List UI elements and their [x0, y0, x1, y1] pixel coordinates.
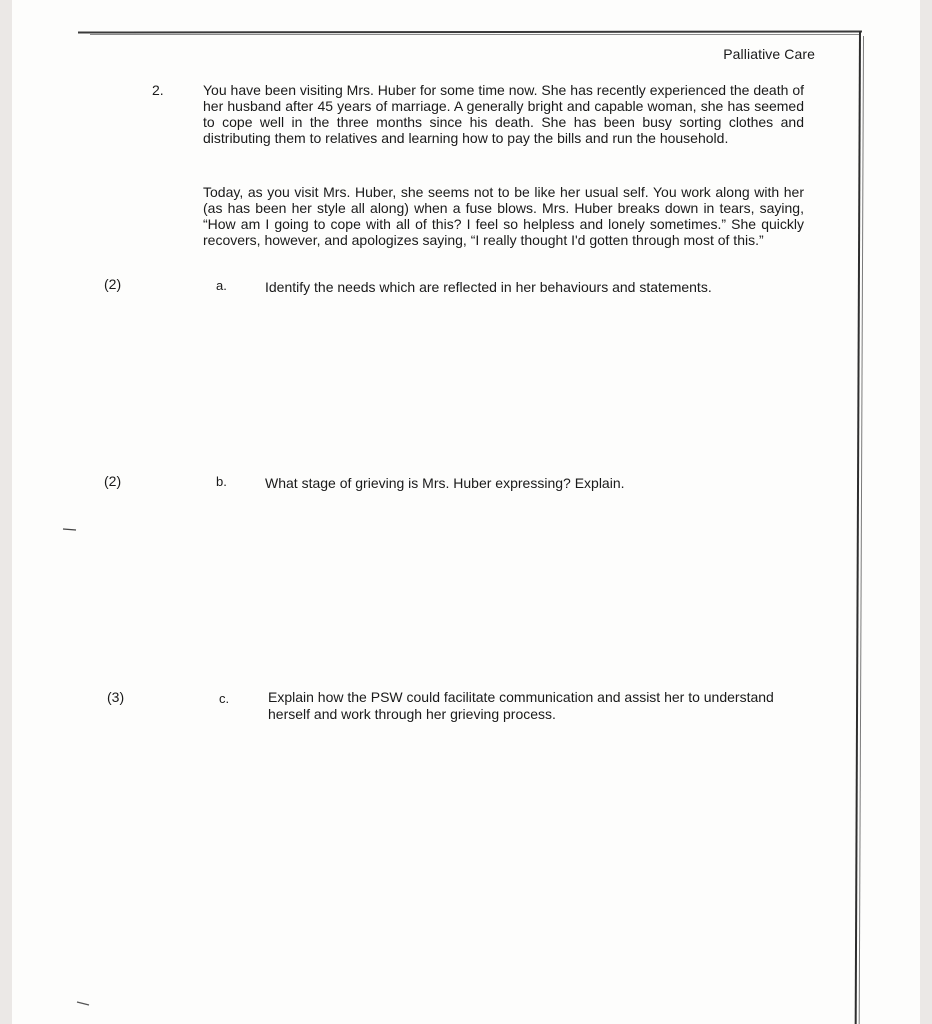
scan-mark: [76, 1000, 92, 1006]
part-c-question: Explain how the PSW could facilitate communication and assist her to understand herself and work through her grieving process.: [268, 689, 774, 722]
part-a-question: Identify the needs which are reflected in her behaviours and statements.: [265, 279, 712, 295]
scan-mark: [62, 526, 78, 532]
part-b-question: What stage of grieving is Mrs. Huber expressing? Explain.: [265, 475, 625, 491]
part-c-marks: (3): [107, 689, 125, 705]
scenario-paragraph-1: You have been visiting Mrs. Huber for some time now. She has recently experienced the death of her husband after 45 years of marriage. A generally bright and capable woman, she has seemed to cope well in the three months since his death. She has been busy sorting clothes and distributing them to relatives and learning how to pay the bills and run the household.: [203, 82, 804, 146]
document-page: [12, 0, 920, 1024]
part-b-letter: b.: [216, 474, 227, 489]
part-b-marks: (2): [104, 473, 122, 489]
question-number: 2.: [152, 82, 164, 98]
header-title: Palliative Care: [723, 46, 815, 62]
top-border-shadow-line: [90, 34, 860, 35]
part-c-letter: c.: [219, 691, 230, 706]
part-a-letter: a.: [216, 278, 227, 293]
scenario-paragraph-2: Today, as you visit Mrs. Huber, she seems not to be like her usual self. You work along with her (as has been her style all along) when a fuse blows. Mrs. Huber breaks down in tears, saying, “How am I going to cope with all of this? I feel so helpless and lonely sometimes.” She quickly recovers, however, and apologizes saying, “I really thought I'd gotten through most of this.”: [203, 184, 804, 248]
part-a-marks: (2): [104, 276, 122, 292]
